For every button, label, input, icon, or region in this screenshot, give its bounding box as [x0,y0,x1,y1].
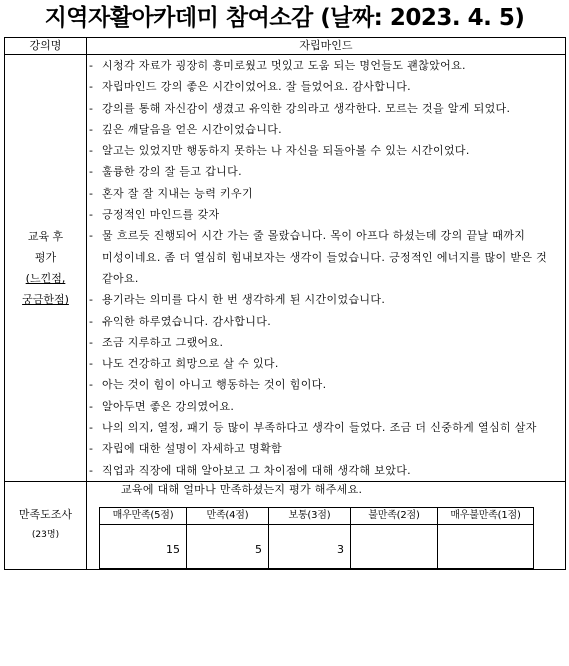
evaluation-row [5,55,566,482]
dash-bullet: - [89,80,94,94]
comment-text: 나의 의지, 열정, 패기 등 많이 부족하다고 생각이 들었다. 조금 더 신중하게 열심히 살자 [102,421,537,435]
dash-bullet: - [89,421,94,435]
comment-item [87,119,565,140]
comment-item [87,225,565,289]
comment-item [87,140,565,161]
comment-text: 혼자 잘 잘 지내는 능력 키우기 [102,186,253,200]
dash-bullet: - [89,186,94,200]
comment-text: 용기라는 의미를 다시 한 번 생각하게 된 시간이었습니다. [102,293,386,307]
comment-text: 알고는 있었지만 행동하지 못하는 나 자신을 되돌아볼 수 있는 시간이었다. [102,144,470,158]
comment-item [87,161,565,182]
rating-column-dissatisfied: 불만족(2점) [351,507,438,524]
satisfaction-row [5,481,566,569]
comment-item [87,76,565,97]
dash-bullet: - [89,335,94,349]
comment-item [87,417,565,438]
comment-text: 깊은 깨달음을 얻은 시간이었습니다. [102,122,283,136]
evaluation-label-line1: 교육 후 [27,229,64,243]
comment-item [87,289,565,310]
evaluation-label-line3: (느낀점, [25,271,66,285]
comment-text: 물 흐르듯 진행되어 시간 가는 줄 몰랐습니다. 목이 아프다 하셨는데 강의 끝날 때까지 미성이네요. 좀 더 열심히 힘내보자는 생각이 들었습니다. 긍정적인 에너지를 많이 받은 것 같아요. [102,229,548,285]
evaluation-label-line2: 평가 [34,250,57,264]
dash-bullet: - [89,208,94,222]
evaluation-table [4,37,566,570]
page-title: 지역자활아카데미 참여소감 (날짜: 2023. 4. 5) [44,5,525,31]
satisfaction-question: 교육에 대해 얼마나 만족하셨는지 평가 해주세요. [121,482,363,496]
comment-text: 훌륭한 강의 잘 듣고 갑니다. [102,165,242,179]
rating-table [99,507,534,569]
rating-column-very-satisfied: 매우만족(5점) [100,507,187,524]
dash-bullet: - [89,314,94,328]
comment-text: 긍정적인 마인드를 갖자 [102,208,220,222]
respondent-count: (23명) [31,530,60,541]
comment-item [87,460,565,481]
comment-item [87,353,565,374]
comments-cell [87,55,566,482]
comment-text: 자립마인드 강의 좋은 시간이었어요. 잘 들었어요. 감사합니다. [102,80,412,94]
rating-header-row [100,507,534,524]
comment-text: 아는 것이 힘이 아니고 행동하는 것이 힘이다. [102,378,327,392]
comment-item [87,374,565,395]
dash-bullet: - [89,144,94,158]
dash-bullet: - [89,378,94,392]
rating-value-satisfied: 5 [187,524,269,568]
comment-item [87,438,565,459]
comment-text: 조금 지루하고 그랬어요. [102,335,224,349]
comment-item [87,55,565,76]
satisfaction-label-cell [5,481,87,569]
table-header-row [5,38,566,55]
evaluation-label [5,55,87,482]
dash-bullet: - [89,229,94,243]
dash-bullet: - [89,59,94,72]
rating-column-neutral: 보통(3점) [269,507,351,524]
comment-text: 강의를 통해 자신감이 생겼고 유익한 강의라고 생각한다. 모르는 것을 알게 되었다. [102,101,511,115]
satisfaction-label: 만족도조사 [18,508,73,522]
rating-value-neutral: 3 [269,524,351,568]
dash-bullet: - [89,165,94,179]
dash-bullet: - [89,293,94,307]
dash-bullet: - [89,442,94,456]
comment-text: 나도 건강하고 희망으로 살 수 있다. [102,357,279,371]
comment-item [87,98,565,119]
rating-column-very-dissatisfied: 매우불만족(1점) [438,507,534,524]
rating-value-dissatisfied [351,524,438,568]
dash-bullet: - [89,357,94,371]
comment-text: 유익한 하루였습니다. 감사합니다. [102,314,272,328]
comment-text: 알아두면 좋은 강의였어요. [102,399,235,413]
comment-text: 시청각 자료가 굉장히 흥미로웠고 멋있고 도움 되는 명언들도 괜찮았어요. [102,59,466,72]
evaluation-label-line4: 궁금한점) [22,292,69,306]
rating-column-satisfied: 만족(4점) [187,507,269,524]
comment-item [87,204,565,225]
dash-bullet: - [89,122,94,136]
comment-item [87,311,565,332]
header-lecture-title: 자립마인드 [87,38,566,55]
dash-bullet: - [89,463,94,477]
comment-text: 자립에 대한 설명이 자세하고 명확함 [102,442,283,456]
rating-value-very-dissatisfied [438,524,534,568]
dash-bullet: - [89,399,94,413]
rating-value-very-satisfied: 15 [100,524,187,568]
comment-list [87,55,565,481]
comment-item [87,396,565,417]
header-lecture-name: 강의명 [5,38,87,55]
comment-text: 직업과 직장에 대해 알아보고 그 차이점에 대해 생각해 보았다. [102,463,412,477]
comment-item [87,183,565,204]
satisfaction-cell [87,481,566,569]
dash-bullet: - [89,101,94,115]
comment-item [87,332,565,353]
rating-value-row [100,524,534,568]
